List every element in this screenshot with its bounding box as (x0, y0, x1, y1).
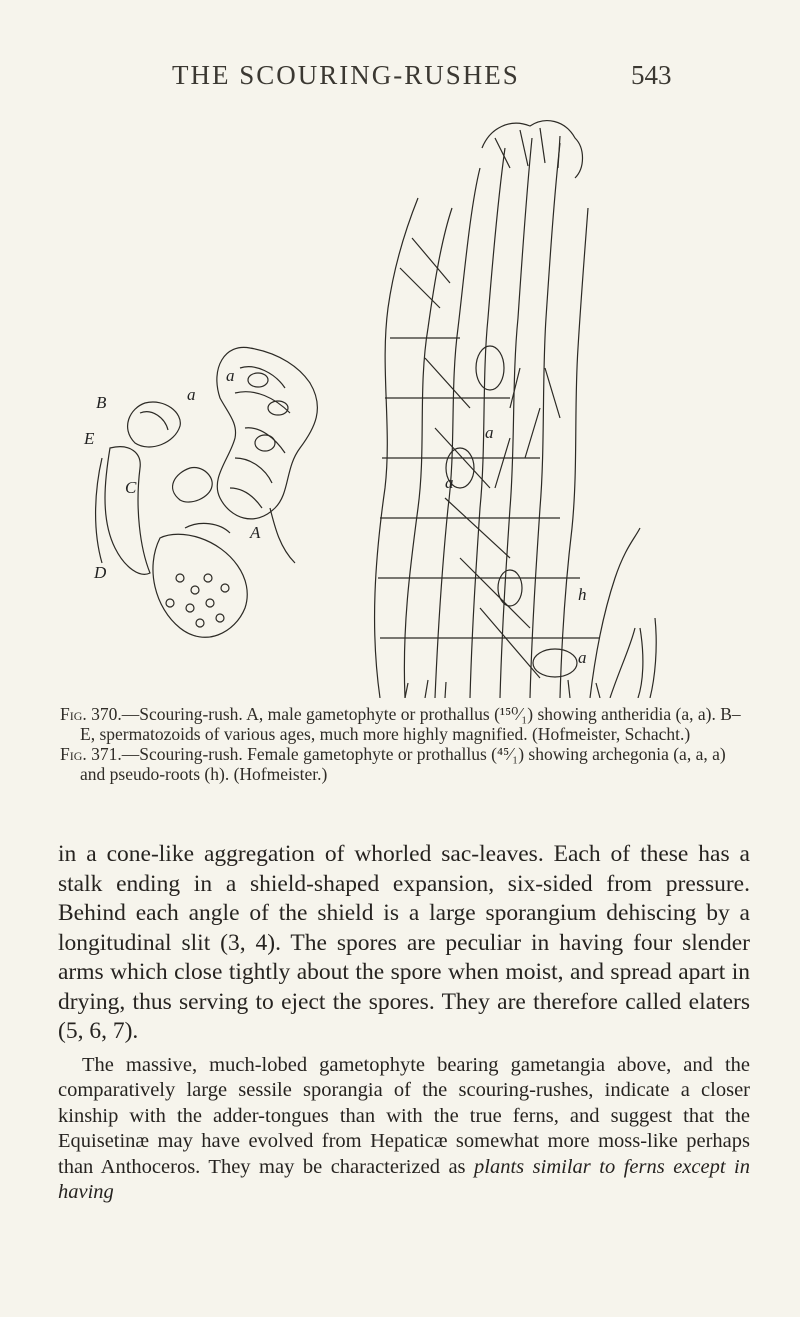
caption-label: Fig. 370. (60, 704, 122, 724)
caption-fig-370 (60, 704, 750, 744)
figure-captions (60, 704, 750, 784)
fig-letter-C: C (125, 478, 137, 497)
paragraph: in a cone-like aggregation of whorled sac-leaves. Each of these has a stalk ending in a shield-shaped expansion, six-sided from pressure. Behind each angle of the shield is a large sporangium dehiscing by a longitudinal slit (3, 4). The spores are peculiar in having four slender arms which close tightly about the spore when moist, and spread apart in drying, thus serving to eject the spores. They are therefore called elaters (5, 6, 7). (58, 841, 750, 1044)
caption-label: Fig. 371. (60, 744, 122, 764)
fig-371-female-gametophyte (375, 121, 657, 698)
caption-text: —Scouring-rush. A, male gametophyte or prothallus (¹⁵⁰⁄₁) showing antheridia (a, a). B–E, spermatozoids of various ages, much more highly magnified. (Hofmeister, Schacht.) (80, 704, 741, 744)
caption-text: —Scouring-rush. Female gametophyte or prothallus (⁴⁵⁄₁) showing archegonia (a, a, a) and pseudo-roots (h). (Hofmeister.) (80, 744, 726, 784)
fig-letter-a-2: a (226, 366, 235, 385)
fig-letter-E: E (84, 429, 95, 448)
running-head-title: THE SCOURING-RUSHES (172, 60, 520, 90)
paragraph-italic-text: plants similar to ferns except in having (58, 1155, 750, 1203)
running-head (0, 60, 800, 100)
fig-letter-D: D (94, 563, 107, 582)
caption-fig-371 (60, 744, 750, 784)
paragraph-text: The massive, much-lobed gametophyte bearing gametangia above, and the comparatively large sessile sporangia of the scouring-rushes, indicate a closer kinship with the adder-tongues than with the true ferns, and suggest that the Equisetinæ may have evolved from Hepaticæ somewhat more moss-like perhaps than Anthoceros. They may be characterized as (58, 1053, 750, 1178)
fig-letter-B: B (96, 393, 107, 412)
fig-letter-archegonium-a-1: a (485, 423, 494, 442)
fig-letter-archegonium-a-3: a (578, 648, 587, 667)
fig-letter-archegonium-a-2: a (445, 473, 454, 492)
fig-letter-a-1: a (187, 385, 196, 404)
figure-illustration (40, 108, 760, 698)
fig-letter-A: A (250, 523, 261, 542)
fig-letter-h: h (578, 585, 587, 604)
page-number: 543 (631, 60, 672, 90)
paragraph (58, 1053, 750, 1206)
body-text (58, 840, 750, 1206)
figure-engravings (40, 108, 760, 698)
